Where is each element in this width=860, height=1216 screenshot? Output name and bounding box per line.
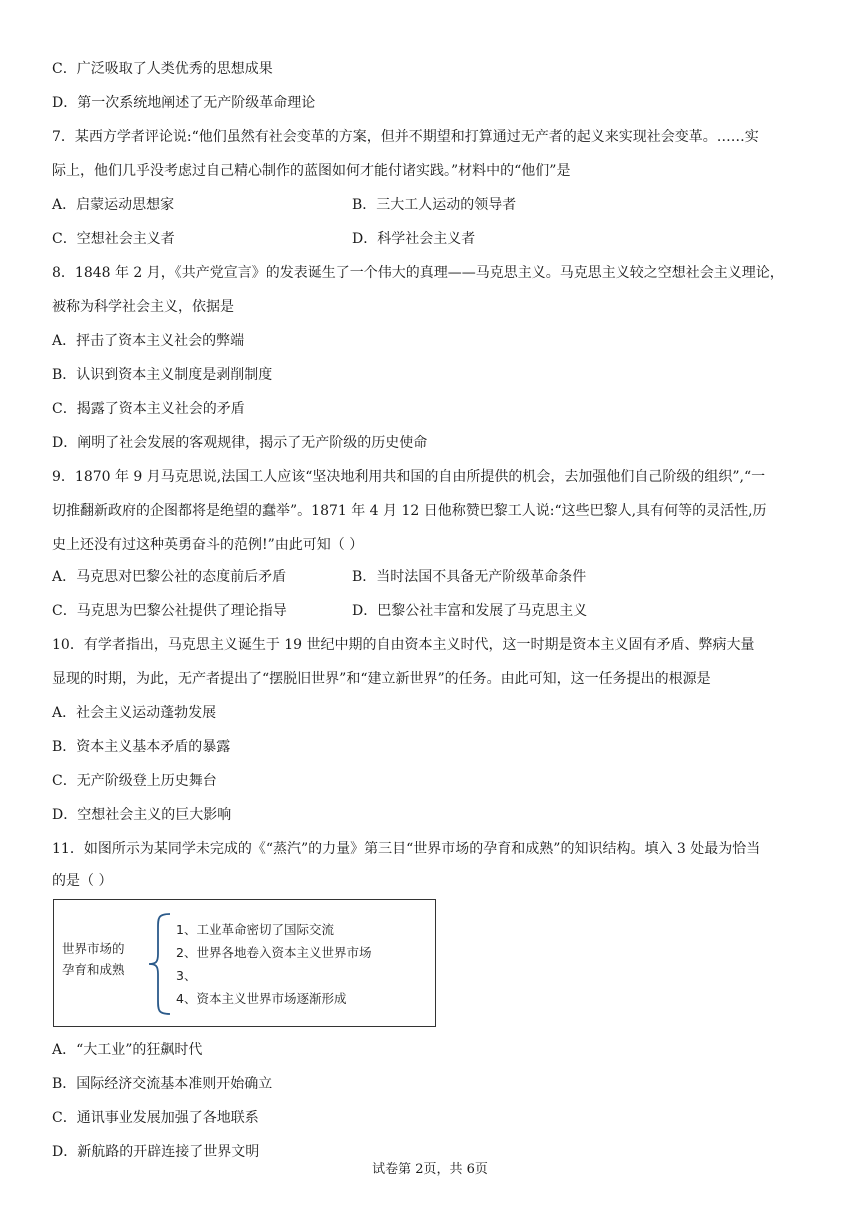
q9-stem-line2: 切推翻新政府的企图都将是绝望的蠢举”。1871 年 4 月 12 日他称赞巴黎工人说:“这些巴黎人,具有何等的灵活性,历 [52,503,767,519]
q11-option-b: B．国际经济交流基本准则开始确立 [52,1076,273,1092]
q10-option-c: C．无产阶级登上历史舞台 [52,773,217,789]
q7-option-a: A．启蒙运动思想家 [52,197,175,213]
q8-stem-line1: 8．1848 年 2 月，《共产党宣言》的发表诞生了一个伟大的真理——马克思主义。马克思主义较之空想社会主义理论， [52,265,784,281]
diagram-topic-line1: 世界市场的 [62,941,125,956]
diagram-items [176,918,371,1010]
q11-option-a: A．“大工业”的狂飙时代 [52,1042,203,1058]
q10-option-a: A．社会主义运动蓬勃发展 [52,705,217,721]
q7-stem-line2: 际上，他们几乎没考虑过自己精心制作的蓝图如何才能付诸实践。”材料中的“他们”是 [52,163,571,179]
diagram-item-2: 2、世界各地卷入资本主义世界市场 [176,945,372,960]
page-footer: 试卷第 2页，共 6页 [372,1162,488,1177]
q7-stem-line1: 7．某西方学者评论说:“他们虽然有社会变革的方案，但并不期望和打算通过无产者的起义来实现社会变革。……实 [52,129,759,145]
q11-stem-line2: 的是（ ） [52,873,113,889]
q10-option-d: D．空想社会主义的巨大影响 [52,807,232,823]
q9-option-d: D．巴黎公社丰富和发展了马克思主义 [352,603,588,619]
curly-brace-icon [146,912,174,1016]
q10-stem-line1: 10．有学者指出，马克思主义诞生于 19 世纪中期的自由资本主义时代，这一时期是资本主义固有矛盾、弊病大量 [52,637,755,653]
q8-stem-line2: 被称为科学社会主义，依据是 [52,299,234,315]
q9-option-b: B．当时法国不具备无产阶级革命条件 [352,569,587,585]
q7-option-d: D．科学社会主义者 [352,231,476,247]
q8-option-a: A．抨击了资本主义社会的弊端 [52,333,245,349]
q7-option-c: C．空想社会主义者 [52,231,175,247]
q11-option-c: C．通讯事业发展加强了各地联系 [52,1110,259,1126]
q8-option-d: D．阐明了社会发展的客观规律，揭示了无产阶级的历史使命 [52,435,428,451]
q10-option-b: B．资本主义基本矛盾的暴露 [52,739,231,755]
q7-option-b: B．三大工人运动的领导者 [352,197,517,213]
q6-option-d: D．第一次系统地阐述了无产阶级革命理论 [52,95,316,111]
q9-stem-line3: 史上还没有过这种英勇奋斗的范例!”由此可知（ ） [52,537,364,553]
diagram-item-1: 1、工业革命密切了国际交流 [176,922,334,937]
q6-option-c: C．广泛吸取了人类优秀的思想成果 [52,61,273,77]
diagram-topic-line2: 孕育和成熟 [62,962,125,977]
knowledge-structure-diagram [53,899,436,1027]
diagram-item-3: 3、 [176,968,197,983]
q11-option-d: D．新航路的开辟连接了世界文明 [52,1144,260,1160]
q8-option-c: C．揭露了资本主义社会的矛盾 [52,401,245,417]
q9-stem-line1: 9．1870 年 9 月马克思说,法国工人应该“坚决地利用共和国的自由所提供的机会，去加强他们自己阶级的组织”,“一 [52,469,766,485]
diagram-topic [62,938,125,980]
q11-stem-line1: 11．如图所示为某同学未完成的《“蒸汽”的力量》第三目“世界市场的孕育和成熟”的知识结构。填入 3 处最为恰当 [52,841,761,857]
q8-option-b: B．认识到资本主义制度是剥削制度 [52,367,273,383]
q9-option-a: A．马克思对巴黎公社的态度前后矛盾 [52,569,287,585]
diagram-item-4: 4、资本主义世界市场逐渐形成 [176,991,347,1006]
q10-stem-line2: 显现的时期，为此，无产者提出了“摆脱旧世界”和“建立新世界”的任务。由此可知，这一任务提出的根源是 [52,671,711,687]
q9-option-c: C．马克思为巴黎公社提供了理论指导 [52,603,287,619]
